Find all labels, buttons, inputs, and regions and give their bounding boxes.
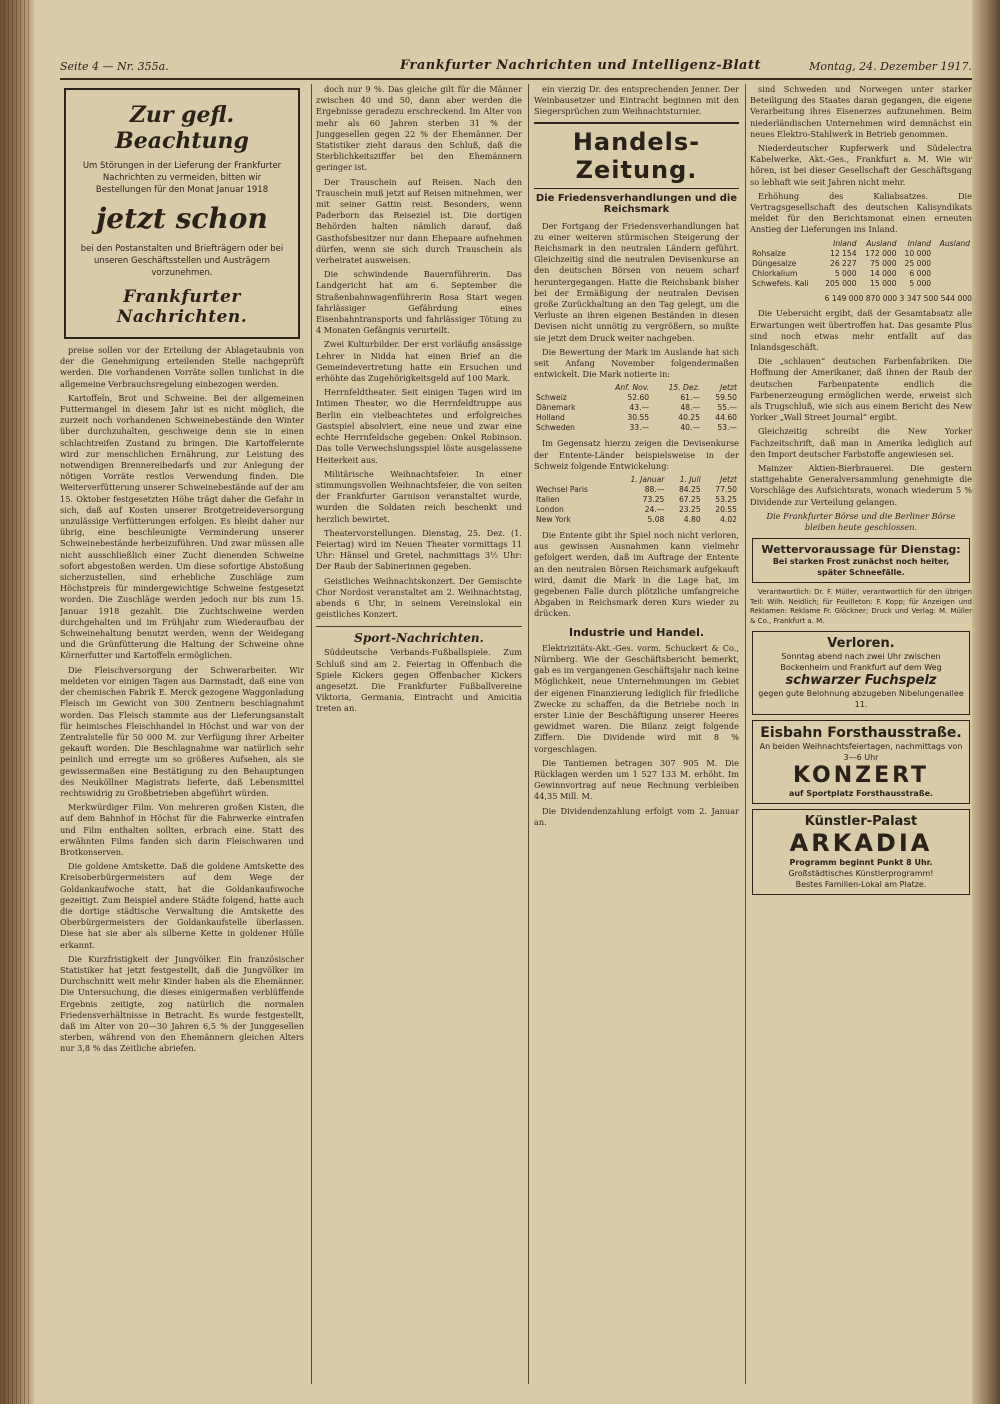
notice-title: Zur gefl. Beachtung [115,102,249,154]
weather-text: Bei starken Frost zunächst noch heiter, später Schneefälle. [772,557,950,578]
column-rule [745,84,746,1384]
weather-box [752,538,970,583]
table-header-cell: Ausland [939,238,970,248]
boerse-note: Die Frankfurter Börse und die Berliner Börse bleiben heute geschlossen. [766,510,956,533]
table-cell: 43.— [629,403,650,413]
table-row [750,259,972,269]
arkadia-ad [752,809,970,895]
table-row [534,505,739,515]
between-text: Im Gegensatz hierzu zeigen die Devisenkurse der Entente-Länder beispielsweise in der Schweiz folgende Entwickelung: [534,438,739,471]
ice-sub: An beiden Weihnachtsfeiertagen, nachmittags von 3—6 Uhr [759,742,963,763]
table-cell: 172 000 [865,248,897,258]
article-paragraph: Die „schlauen“ deutschen Farbenfabriken. Die Hoffnung der Amerikaner, daß ihnen der Raub der deutschen Farbenpatente endlich die Farbenerzeugung ermöglichen werde, erweist sich als Trugschluß, wie sich aus einem Bericht des New Yorker „Wall Street Journal“ ergibt. [750,356,972,423]
table-cell: 44.60 [715,413,737,423]
table-header-cell [534,475,613,485]
table-cell: Schweden [536,423,575,433]
article-paragraph: Der Trauschein auf Reisen. Nach den Trauschein muß jetzt auf Reisen mitnehmen, wer mit seiner Gattin reist. Besonders, wenn Paderborn das Reiseziel ist. Die dortigen Behörden halten nämlich darauf, daß Gasthofsbesitzer nur dann Ehepaare aufnehmen dürfen, wenn sie sich durch Trauschein als verheiratet ausweisen. [316,176,522,266]
table-cell: 25 000 [904,258,932,268]
page-edge [972,0,1000,1404]
ice-concert: KONZERT [792,763,930,789]
table-cell: 5 000 [909,278,932,288]
table-row [534,495,739,505]
table-header-cell: Inland [907,238,932,248]
table-row [534,413,739,423]
palast-line3: Bestes Familien-Lokal am Platze. [795,880,927,890]
lost-reward: gegen gute Belohnung abzugeben Nibelungenallee 11. [758,689,964,710]
article-paragraph: ein vierzig Dr. des entsprechenden Jenner. Der Weinbausetzer und Eintracht beginnen mit den Siegersprüchen zum Weihnachtsturnier. [534,84,739,117]
lost-item: schwarzer Fuchspelz [785,673,937,689]
table-cell: 59.50 [715,393,737,403]
table-cell: 73.25 [642,495,665,505]
column-3-articles [534,221,739,381]
article-paragraph: Die Entente gibt ihr Spiel noch nicht verloren, aus gewissen Ausnahmen kann vielmehr gefolgert werden, daß im Auftrage der Entente an den neutralen Börsen Reichsmark aufgekauft wird, damit die Mark in die Lage hat, im gegebenen Falle durch plötzliche umfangreiche Abgaben in Reichsmark deren Kurs wieder zu drücken. [534,530,739,619]
article-paragraph: Theatervorstellungen. Dienstag, 25. Dez. (1. Feiertag) wird im Neuen Theater vormittags 11 Uhr: Hänsel und Gretel, nachmittags 3½ Uhr: Der Raub der Sabinerinnen gegeben. [316,527,522,572]
table-cell: 48.— [680,403,700,413]
table-header-cell [534,383,597,393]
article-paragraph: Zwei Kulturbilder. Der erst vorläufig ansässige Lehrer in Nidda hat einen Brief an die Gemeindevertretung hatte ein Ersuchen und erhöhte das Zugehörigkeitsgeld auf 100 Mark. [316,339,522,384]
table-cell: 4.80 [683,515,701,525]
lost-title: Verloren. [827,636,895,652]
subscription-notice [64,88,300,339]
table-cell: Schwefels. Kali [752,278,809,288]
table-cell: 24.— [644,505,665,515]
article-paragraph: Niederdeutscher Kupferwerk und Südelectra Kabelwerke, Akt.-Ges., Frankfurt a. M. Wie wir hören, ist bei dieser Gesellschaft der Geschäftsgang so lebhaft wie seit Jahren nicht mehr. [750,143,972,187]
table-cell: 40.25 [678,413,700,423]
notice-intro: Um Störungen in der Lieferung der Frankfurter Nachrichten zu vermeiden, bitten wir Bestellungen für den Monat Januar 1918 [82,161,282,195]
section-title-handels: Handels-Zeitung. [534,122,739,189]
industry-heading: Industrie und Handel. [568,625,705,639]
table-cell: Rohsalze [752,248,786,258]
table-cell: 84.25 [678,485,701,495]
table-header-cell: 15. Dez. [668,383,700,393]
table-cell: Dänemark [536,403,576,413]
mark-rates-table [534,383,739,433]
column-rule [311,84,312,1384]
table-cell: 53.25 [715,495,737,505]
article-paragraph: Mainzer Aktien-Bierbrauerei. Die gestern stattgehabte Generalversammlung genehmigte die Vorschläge des Aufsichtsrats, wonach wiederum 5 % Dividende zur Verteilung gelangen. [750,463,972,507]
table-row [750,249,972,259]
table-cell: 14 000 [870,268,897,278]
article-paragraph: sind Schweden und Norwegen unter starker Beteiligung des Staates daran gegangen, die eigene Verarbeitung ihres Eisenerzes aufzunehmen. Beim niederländischen Unternehmen wird demnächst ein neues Elektro-Stahlwerk in Betrieb genommen. [750,84,972,139]
book-binding [0,0,34,1404]
table-cell: 12 154 [829,248,857,258]
lost-text: Sonntag abend nach zwei Uhr zwischen Bockenheim und Frankfurt auf dem Weg [780,652,942,673]
table-cell: Wechsel Paris [536,485,588,495]
table-header-cell: Inland [833,238,857,248]
table-cell: 20.55 [715,505,737,515]
table-cell: 52.60 [627,393,650,403]
weather-title: Wettervoraussage für Dienstag: [761,543,961,557]
table-cell: 75 000 [870,258,897,268]
page-number: Seite 4 — Nr. 355a. [60,60,169,73]
column-3-after [534,530,739,620]
palast-line2: Großstädtisches Künstlerprogramm! [788,869,934,879]
sport-articles [316,647,522,714]
binding-lines [4,0,30,1404]
article-paragraph: Die Tantiemen betragen 307 905 M. Die Rücklagen werden um 1 527 133 M. erhöht. Im Gewinnvortrag auf neue Rechnung verbleiben 44,35 Mill. M. [534,757,739,802]
column-2 [316,84,522,1384]
table-cell: Italien [536,495,560,505]
table-header-cell: Jetzt [720,383,737,393]
article-paragraph: preise sollen vor der Erteilung der Ablagetaubnis von der die Genehmigung erteilenden Stelle nachgeprüft werden. Die vorhandenen Vorräte sollen tunlichst in die allgemeine Verbrauchsregelung einbezogen werden. [60,345,304,389]
article-paragraph: Die goldene Amtskette. Daß die goldene Amtskette des Kreisoberbürgermeisters auf dem Wege der Goldankaufwoche statt, hat die Goldankaufswoche gezeitigt. Zum Beispiel andere Städte folgend, hatte auch die dortige städtische Verwaltung die Amtskette des Oberbürgermeisters der Goldankaufstelle überlassen. Diese hat sie aber als silberne Kette in goldener Hülle erkannt. [60,861,304,950]
ice-rink-ad [752,720,970,804]
table-cell: 6 000 [909,268,932,278]
article-paragraph: Süddeutsche Verbands-Fußballspiele. Zum Schluß sind am 2. Feiertag in Offenbach die Spiele Kickers gegen Offenbacher Kickers angesetzt. Die Frankfurter Fußballvereine Viktoria, Germania, Eintracht und Amicitia treten an. [316,647,522,714]
table-row [750,269,972,279]
table-cell: 40.— [680,423,700,433]
article-paragraph: Die Fleischversorgung der Schwerarbeiter. Wir meldeten vor einigen Tagen aus Darmstadt, daß eine von der chemischen Fabrik E. Merck gezogene Waggonladung Fleisch im Gewicht von 300 Zentnern beschlagnahmt worden. Das Fleisch stammte aus der Lieferungsanstalt für heimisches Fleischhandel in Höchst und war von der Zentralstelle für 50 000 M. zur Verfügung ihrer Arbeiter gekauft worden. Die Beschlagnahme war natürlich sehr peinlich und erregte um so größeres Aufsehen, als sie gewissermaßen eine Bestätigung zu den Behauptungen des Neuköllner Magistrats lieferte, daß Lebensmittel rechtswidrig zu Großbetrieben abgeführt würden. [60,664,304,798]
table-row [534,403,739,413]
column-1 [60,84,304,1384]
article-paragraph: Die schwindende Bauernführerin. Das Landgericht hat am 6. September die Straßenbahnwagenführerin Rosa Start wegen fahrlässiger Gefährdung eines Eisenbahntransports und fahrlässiger Tötung zu 4 Monaten Gefängnis verurteilt. [316,269,522,336]
table-cell: 205 000 [825,278,857,288]
section-subtitle: Die Friedensverhandlungen und die Reichsmark [535,192,738,215]
table-cell: 5.08 [647,515,665,525]
article-paragraph: Die Bewertung der Mark im Auslande hat sich seit Anfang November folgendermaßen entwickelt. Die Mark notierte in: [534,346,739,380]
table-cell: 88.— [644,485,665,495]
table-cell: 61.— [680,393,700,403]
masthead: Frankfurter Nachrichten und Intelligenz-Blatt [400,58,761,73]
table-row [750,279,972,289]
sport-heading: Sport-Nachrichten. [316,626,522,645]
table-cell: 30.55 [627,413,650,423]
table-cell: 67.25 [678,495,701,505]
article-paragraph: Elektrizitäts-Akt.-Ges. vorm. Schuckert & Co., Nürnberg. Wie der Geschäftsbericht bemerkt, gab es im vergangenen Geschäftsjahr nach keine Möglichkeit, neue Unternehmungen im Gebiet der eigenen Finanzierung lediglich für friedliche Zwecke zu schaffen, da die Betriebe noch in erster Linie der Beschäftigung unserer Heeres gewidmet waren. Die Bilanz zeigt folgende Ziffern. Die Dividende wird mit 8 % vorgeschlagen. [534,642,739,754]
table-cell: Chlorkalium [752,268,798,278]
column-rule [528,84,529,1384]
table-header-cell [750,239,819,249]
industry-articles [534,643,739,828]
table-row [534,515,739,525]
table-cell: 15 000 [870,278,897,288]
table-row [534,423,739,433]
notice-outro: bei den Postanstalten und Briefträgern oder bei unseren Geschäftsstellen und Austrägern vorzunehmen. [80,244,284,278]
palast-name: ARKADIA [789,829,933,858]
table-cell: 26 227 [829,258,857,268]
table-cell: 4.02 [720,515,737,525]
article-paragraph: Militärische Weihnachtsfeier. In einer stimmungsvollen Weihnachtsfeier, die von seiten der Frankfurter Garnison veranstaltet wurde, wurden die Soldaten reich beschenkt und herzlich bewirtet. [316,468,522,524]
table-cell: Holland [536,413,565,423]
article-paragraph: Die Kurzfristigkeit der Jungvölker. Ein französischer Statistiker hat jetzt festgestellt, daß die Jungvölker im Durchschnitt weit mehr Kinder haben als die Ehemänner. Die Untersuchung, die dieses einigermaßen verblüffende Ergebnis zeitigte, zog natürlich die normalen Friedensverhältnisse in Betracht. Es wurde festgestellt, daß im Alter von 20—30 Jahren 6,5 % der Junggesellen sterben, während von den Ehemännern gleichen Alters nur 3,8 % das Zeitliche abriefen. [60,953,304,1054]
palast-line1: Programm beginnt Punkt 8 Uhr. [789,858,933,868]
column-4 [750,84,972,1384]
article-paragraph: Die Uebersicht ergibt, daß der Gesamtabsatz alle Erwartungen weit übertroffen hat. Das gesamte Plus sind noch etwas mehr entfallt auf das Inlandsgeschäft. [750,308,972,353]
column-4-articles [750,84,972,236]
notice-emphasis: jetzt schon [96,202,268,235]
table-cell: 55.— [717,403,737,413]
kali-table [750,239,972,289]
article-paragraph: Erhöhung des Kaliabsatzes. Die Vertragsgesellschaft des deutschen Kalisyndikats meldet für den Berichtsmonat einen erneuten Anstieg der Lieferungen ins Inland. [750,190,972,235]
table-cell: 33.— [629,423,650,433]
ice-place: auf Sportplatz Forsthausstraße. [788,789,934,799]
article-paragraph: Merkwürdiger Film. Von mehreren großen Kisten, die auf dem Bahnhof in Höchst für die Fahrwerke eintrafen und Film enthalten sollten, erbrach eine. Statt des erwähnten Films fanden sich darin Fleischwaren und Brotkonserven. [60,802,304,857]
ice-title: Eisbahn Forsthausstraße. [760,725,962,742]
table-header-cell: Jetzt [720,475,737,485]
article-paragraph: Herrnfeldtheater. Seit einigen Tagen wird im Intimen Theater, wo die Herrnfeldtruppe aus Berlin ein vielbeachtetes und erfolgreiches Gastspiel absolviert, eine neue und zwar eine echte Herrnfeldsche gegeben: Onkel Robinson. Das tolle Verwechslungsspiel löste ausgelassene Heiterkeit aus. [316,387,522,465]
table-header-cell: 1. Januar [630,475,665,485]
article-paragraph: doch nur 9 %. Das gleiche gilt für die Männer zwischen 40 und 50, dann aber werden die Ergebnisse geradezu erschreckend. Im Alter von mehr als 60 Jahren sterben 31 % der Junggesellen gegen 22 % der Ehemänner. Der Statistiker zieht daraus den Schluß, daß die Sterblichkeitsziffer bei den Ehemännern geringer ist. [316,84,522,173]
lost-ad [752,631,970,715]
column-4-articles-2 [750,308,972,507]
table-cell: New York [536,515,571,525]
column-3-top [534,84,739,118]
table-header-cell: Anf. Nov. [615,383,650,393]
table-cell: Schweiz [536,393,567,403]
table-header-cell: 1. Juli [679,475,701,485]
table-header-cell: Ausland [866,238,897,248]
table-cell: 53.— [717,423,737,433]
table-cell: 77.50 [715,485,737,495]
imprint: Verantwortlich: Dr. F. Müller, verantwortlich für den übrigen Teil: Wilh. Neidlich; für Feuilleton: F. Kopp; für Anzeigen und Reklamen: Reklame Fr. Glöckner; Druck und Verlag: M. Müller & Co., Frankfurt a. M. [750,588,972,625]
table-cell: 5 000 [834,268,857,278]
column-2-articles [316,84,522,620]
article-paragraph: Gleichzeitig schreibt die New Yorker Fachzeitschrift, daß man in Amerika lediglich auf den Import deutscher Farbstoffe angewiesen sei. [750,426,972,459]
table-cell: Düngesalze [752,258,797,268]
article-paragraph: Kartoffeln, Brot und Schweine. Bei der allgemeinen Futtermangel in diesem Jahr ist es nicht möglich, die zurzeit noch vorhandenen Schweinebestände den Winter über durchzuhalten, geschweige denn sie in einen schlachtreifen Zustand zu bringen. Die Kartoffelernte wird zur menschlichen Ernährung, zur Leistung des notwendigen Brennereibedarfs und zur Anlegung der nötigen Vorräte restlos Verwendung finden. Die Weiterverfütterung unserer Schweinebestände auf der am 15. Oktober festgesetzten Höhe trägt daher die Gefahr in sich, daß auf Kosten unserer Brotgetreideversorgung unzulässige Verfütterungen erfolgen. Es bleibt daher nur übrig, eine beschleunigte Verminderung unserer Schweinebestände herbeizuführen. Und zwar müssen alle nicht ausschließlich einer Zucht dienenden Schweine sofort abgestoßen werden. Um diese sofortige Abstoßung sicherzustellen, sind erhebliche Zuschläge zum Höchstpreis für mindergewichtige Schweine festgesetzt worden. Die Zuschläge werden jedoch nur bis zum 15. Januar 1918 gezahlt. Die Zuchtschweine werden durchgehalten und im Frühjahr zum Wiederaufbau der Schweinehaltung benutzt werden, wenn der Weidegang und die Grünfütterung die Haltung der Schweine ohne Körnerfutter und Kartoffeln ermöglichen. [60,392,304,661]
kali-total: 6 149 000 870 000 3 347 500 544 000 [824,293,972,303]
article-paragraph: Die Dividendenzahlung erfolgt vom 2. Januar an. [534,805,739,827]
table-cell: London [536,505,564,515]
palast-title: Künstler-Palast [804,814,918,830]
table-row [534,485,739,495]
article-paragraph: Der Fortgang der Friedensverhandlungen hat zu einer weiteren stürmischen Steigerung der Reichsmark in den neutralen Ländern geführt. Gleichzeitig sind die neutralen Devisenkurse an den deutschen Börsen von neuem scharf heruntergegangen. Hatte die Reichsbank bisher bei der Ermäßigung der neutralen Devisen große Zurückhaltung an den Tag gelegt, um die Verluste an ihren eigenen Beständen in diesen Devisen nicht unnötig zu vergrößern, so mußte sie jetzt dem Druck weiter nachgeben. [534,220,739,343]
column-1-articles [60,345,304,1055]
entente-rates-table [534,475,739,525]
table-cell: 23.25 [678,505,701,515]
article-paragraph: Geistliches Weihnachtskonzert. Der Gemischte Chor Nordost veranstaltet am 2. Weihnachtstag, abends 6 Uhr, in seinem Vereinslokal ein geistliches Konzert. [316,575,522,620]
issue-date: Montag, 24. Dezember 1917. [809,60,972,73]
notice-signature: Frankfurter Nachrichten. [116,287,248,327]
column-3 [534,84,739,1384]
table-row [534,393,739,403]
table-cell: 10 000 [904,248,932,258]
page-header [60,56,972,80]
